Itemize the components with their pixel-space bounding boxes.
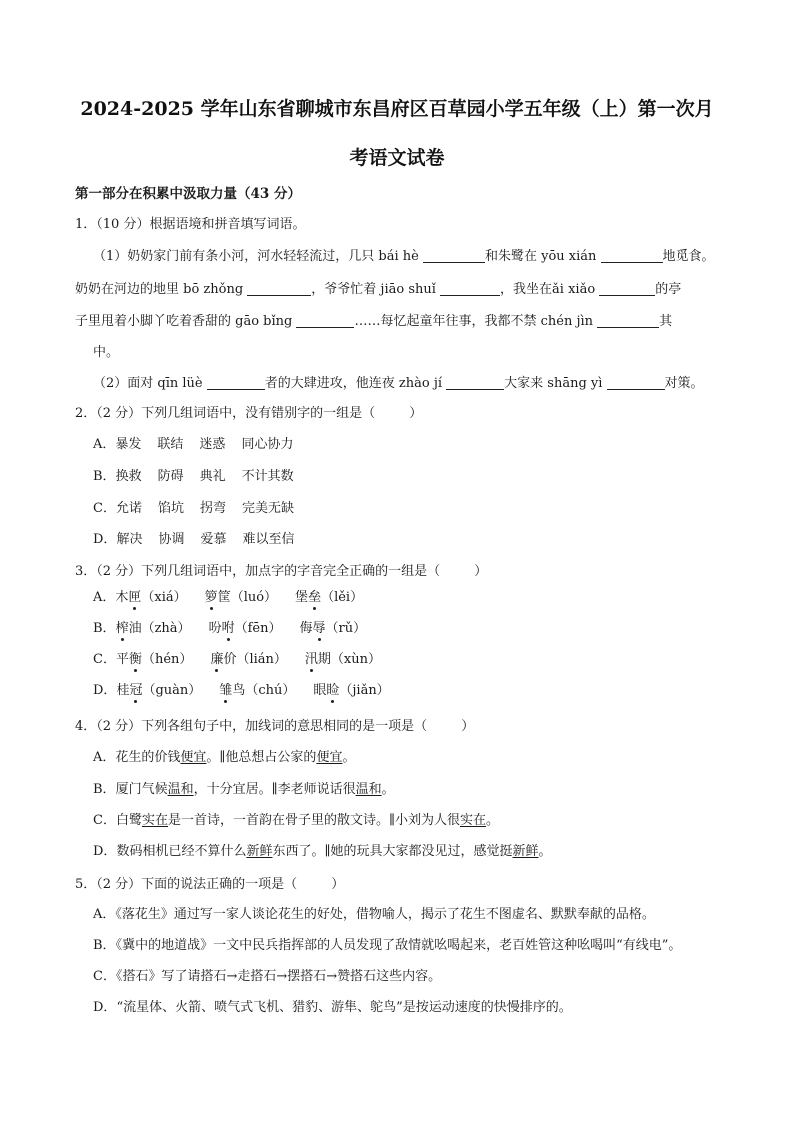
sentence-text: 。 (381, 782, 395, 797)
word-char: 吩 (208, 621, 222, 636)
dotted-char: 榨 (115, 621, 129, 636)
answer-blank[interactable] (446, 375, 504, 390)
answer-blank[interactable] (601, 248, 663, 263)
q2-option-b (93, 468, 310, 486)
answer-blank[interactable] (247, 281, 311, 296)
option-label: D． (93, 844, 117, 859)
q4-stem: 4．（2 分）下列各组句子中，加线词的意思相同的是一项是（ ） (75, 719, 475, 734)
word-rest: 价（lián） (223, 652, 287, 667)
word-char: 堡 (295, 590, 309, 605)
underlined-word: 新鲜 (512, 844, 539, 859)
q5-option-a (93, 906, 655, 924)
underlined-word: 新鲜 (246, 844, 273, 859)
option-word: 馅坑 (157, 501, 184, 516)
option-word (116, 620, 191, 638)
option-text: 《落花生》通过写一家人谈论花生的好处，借物喻人，揭示了花生不图虚名、默默奉献的品格。 (115, 907, 655, 922)
option-word (116, 682, 201, 700)
option-word: 爱慕 (200, 532, 227, 547)
option-word: 典礼 (199, 469, 226, 484)
option-word: 迷惑 (199, 437, 226, 452)
option-word (295, 589, 363, 607)
option-label: B． (93, 782, 116, 797)
sentence-text: 白鹭 (115, 813, 142, 828)
exam-title-line2: 考语文试卷 (349, 147, 445, 169)
sentence-text: 是一首诗，一首韵在骨子里的散文诗。∥小刘为人很 (167, 813, 460, 828)
q5-stem: 5．（2 分）下面的说法正确的一项是（ ） (75, 877, 345, 892)
option-word (299, 620, 366, 638)
option-word: 拐弯 (199, 501, 226, 516)
q1-p1-line4: 中。 (93, 345, 120, 360)
answer-blank[interactable] (423, 248, 485, 263)
q2-option-c (93, 500, 310, 518)
word-rest: 油（zhà） (128, 621, 191, 636)
option-label: C． (93, 969, 116, 984)
answer-blank[interactable] (440, 281, 500, 296)
q5-option-b (93, 937, 681, 955)
option-word: 暴发 (115, 437, 142, 452)
answer-blank[interactable] (296, 313, 354, 328)
option-word: 协调 (158, 532, 185, 547)
sentence-text: 。 (538, 844, 552, 859)
sentence-text: 。 (486, 813, 500, 828)
sentence-text: 。 (342, 750, 356, 765)
underlined-word: 温和 (355, 782, 382, 797)
underlined-word: 便宜 (316, 750, 343, 765)
option-label: A． (93, 437, 116, 452)
q3-option-d (93, 682, 408, 700)
q5-option-c (93, 968, 441, 986)
dotted-char: 辱 (312, 621, 326, 636)
q1-p2-line: （2）面对 qīn lüè 者的大肆进攻，他连夜 zhào jí 大家来 shāng yì 对策。 (93, 376, 704, 391)
q1-p1-line1: （1）奶奶家门前有条小河，河水轻轻流过，几只 bái hè 和朱鹭在 yōu xián 地觅食。 (93, 249, 715, 264)
word-rest: （lěi） (321, 590, 364, 605)
q2-option-a (93, 436, 309, 454)
sentence-text: 数码相机已经不算什么 (116, 844, 247, 859)
option-word: 同心协力 (241, 437, 294, 452)
option-label: B． (93, 938, 116, 953)
option-word (305, 651, 381, 669)
dotted-char: 汛 (304, 652, 318, 667)
answer-blank[interactable] (607, 375, 665, 390)
dotted-char: 雏 (219, 683, 233, 698)
option-word (219, 682, 295, 700)
word-char: 眼 (313, 683, 327, 698)
q4-option-d (93, 843, 552, 861)
word-rest: （xiá） (141, 590, 187, 605)
dotted-char: 睑 (326, 683, 340, 698)
option-label: B． (93, 469, 116, 484)
option-word (210, 651, 286, 669)
q3-option-b (93, 620, 384, 638)
word-char: 侮 (299, 621, 313, 636)
word-rest: 鸟（chú） (232, 683, 296, 698)
option-label: A． (93, 750, 116, 765)
answer-blank[interactable] (597, 313, 659, 328)
q1-p1-line3: 子里甩着小脚丫吃着香甜的 gāo bǐng ……每忆起童年往事，我都不禁 chén jìn 其 (75, 314, 673, 329)
option-word (116, 651, 192, 669)
option-label: A． (93, 590, 116, 605)
option-text: 《搭石》写了请搭石→走搭石→摆搭石→赞搭石这些内容。 (115, 969, 442, 984)
q4-option-c (93, 812, 499, 830)
q2-stem: 2．（2 分）下列几组词语中，没有错别字的一组是（ ） (75, 406, 423, 421)
dotted-char: 衡 (128, 652, 142, 667)
word-rest: 筐（luó） (217, 590, 278, 605)
word-rest: （hén） (141, 652, 193, 667)
word-rest: （guàn） (142, 683, 202, 698)
option-label: D． (93, 683, 117, 698)
option-word: 解决 (116, 532, 143, 547)
word-rest: 期（xùn） (317, 652, 381, 667)
underlined-word: 实在 (460, 813, 487, 828)
word-char: 桂 (116, 683, 130, 698)
option-word (115, 589, 186, 607)
q1-stem: 1．（10 分）根据语境和拼音填写词语。 (75, 217, 306, 232)
option-label: C． (93, 652, 116, 667)
word-rest: （rǔ） (325, 621, 367, 636)
q3-option-a (93, 589, 381, 607)
word-rest: （jiǎn） (339, 683, 390, 698)
option-word: 允诺 (115, 501, 142, 516)
option-word (209, 620, 282, 638)
sentence-text: 东西了。∥她的玩具大家都没见过，感觉挺 (272, 844, 513, 859)
q4-option-b (93, 781, 395, 799)
word-char: 木 (115, 590, 129, 605)
option-word: 难以至信 (242, 532, 295, 547)
dotted-char: 匣 (128, 590, 142, 605)
sentence-text: 。∥他总想占公家的 (206, 750, 317, 765)
dotted-char: 冠 (129, 683, 143, 698)
sentence-text: 厦门气候 (115, 782, 168, 797)
dotted-char: 垒 (308, 590, 322, 605)
section-heading: 第一部分在积累中汲取力量（43 分） (75, 186, 301, 202)
dotted-char: 箩 (204, 590, 218, 605)
word-rest: （fēn） (234, 621, 282, 636)
q1-p1-line2: 奶奶在河边的地里 bō zhǒng ，爷爷忙着 jiāo shuǐ ，我坐在ǎi xiǎo 的亭 (75, 282, 682, 297)
option-label: D． (93, 532, 117, 547)
option-word (205, 589, 277, 607)
option-label: D． (93, 1000, 117, 1015)
option-label: C． (93, 813, 116, 828)
answer-blank[interactable] (599, 281, 655, 296)
q3-stem: 3．（2 分）下列几组词语中，加点字的字音完全正确的一组是（ ） (75, 564, 488, 579)
word-char: 平 (115, 652, 129, 667)
sentence-text: ，十分宜居。∥李老师说话很 (193, 782, 356, 797)
option-word: 不计其数 (241, 469, 294, 484)
option-word (313, 682, 389, 700)
option-text: 《冀中的地道战》一文中民兵指挥部的人员发现了敌情就吆喝起来，老百姓管这种吆喝叫“有线电”。 (115, 938, 682, 953)
option-word: 联结 (157, 437, 184, 452)
option-label: C． (93, 501, 116, 516)
underlined-word: 实在 (141, 813, 168, 828)
answer-blank[interactable] (207, 375, 265, 390)
sentence-text: 花生的价钱 (115, 750, 181, 765)
exam-title-line1: 2024-2025 学年山东省聊城市东昌府区百草园小学五年级（上）第一次月 (80, 98, 714, 120)
q2-option-d (93, 531, 311, 549)
option-word: 换救 (115, 469, 142, 484)
option-word: 防碍 (157, 469, 184, 484)
dotted-char: 咐 (221, 621, 235, 636)
q5-option-d (93, 999, 572, 1017)
q3-option-c (93, 651, 399, 669)
option-text: “流星体、火箭、喷气式飞机、猎豹、游隼、鸵鸟”是按运动速度的快慢排序的。 (116, 1000, 572, 1015)
underlined-word: 便宜 (180, 750, 207, 765)
option-label: A． (93, 907, 116, 922)
option-label: B． (93, 621, 116, 636)
underlined-word: 温和 (167, 782, 194, 797)
option-word: 完美无缺 (242, 501, 295, 516)
q4-option-a (93, 749, 355, 767)
dotted-char: 廉 (210, 652, 224, 667)
